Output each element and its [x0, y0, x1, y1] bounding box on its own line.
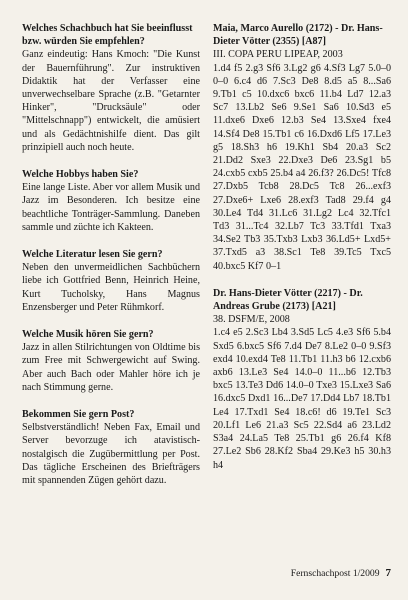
interview-answer: Jazz in allen Stilrichtungen von Oldtime bis zum Free mit Schwergewicht auf Swing. Aber auch Bach oder Mahler höre ich je nach Stimmung gerne. [22, 342, 200, 393]
interview-question: Welche Musik hören Sie gern? [22, 329, 154, 341]
interview-question: Bekommen Sie gern Post? [22, 409, 135, 421]
interview-column [22, 22, 200, 501]
game-header: Maia, Marco Aurello (2172) - Dr. Hans-Dieter Vötter (2355) [A87] [213, 23, 383, 48]
page-footer [266, 567, 391, 579]
game-header: Dr. Hans-Dieter Vötter (2217) - Dr. Andreas Grube (2173) [A21] [213, 287, 363, 313]
game-moves: 1.d4 f5 2.g3 Sf6 3.Lg2 g6 4.Sf3 Lg7 5.0–0 0–0 6.c4 d6 7.Sc3 De8 8.d5 a5 8...Sa6 9.Tb1 c5 10.dxc6 bxc6 11.b4 Ld7 12.a3 Sc7 13.Lb2 Se6 9.Se1 Sa6 10.Sd3 e5 11.dxe6 Dxe6 12.b3 Se4 13.Sxe4 fxe4 14.Sf4 De8 15.Tb1 c6 16.Dxd6 Lf5 17.Le3 g5 18.Sh3 h6 19.Kh1 Sb4 20.a3 Sc2 21.Dd2 Sxe3 22.Dxe3 De6 23.Sg1 b5 24.cxb5 cxb5 25.b4 a4 26.f3? 26.Dc5! Tfc8 27.Dxb5 Tcb8 28.Dc5 Tc8 26...exf3 27.Dxe6+ Lxe6 28.exf3 Tad8 29.f4 g4 30.Le4 Td4 31.Lc6 31.Lg2 Lc4 32.Tfc1 Td3 31...Tc4 32.Lb7 Tc3 33.Tfd1 Txa3 34.Se2 Tb3 35.Txb3 Lxb3 36.Ld5+ Lxd5+ 37.Txd5 a3 38.Sc1 Te8 39.Tc5 Txc5 40.bxc5 Kf7 0–1 [213, 62, 391, 272]
game-event: 38. DSFM/E, 2008 [213, 314, 290, 326]
interview-question: Welche Literatur lesen Sie gern? [22, 249, 163, 261]
interview-question: Welches Schachbuch hat Sie beeinflusst bzw. würden Sie empfehlen? [22, 23, 193, 48]
game-event: III. COPA PERU LIPEAP, 2003 [213, 49, 343, 61]
interview-question: Welche Hobbys haben Sie? [22, 169, 139, 181]
interview-answer: Neben den unvermeidlichen Sachbüchern liebe ich Gottfried Benn, Heinrich Heine, Kurt Tucholsky, Hans Magnus Enzensberger und Peter Rühmkorf. [22, 262, 200, 313]
interview-answer: Ganz eindeutig: Hans Kmoch: "Die Kunst der Bauernführung". Zur instruktiven Didaktik hat der Verfasser eine unverwechselbare Sprache (z.B. "Getarnter Hinker", "Drucksäule" oder "Mittelschnapp") entwickelt, die amüsiert und als Gedächtnishilfe dient. Das gilt prinzipiell auch noch heute. [22, 49, 200, 153]
interview-answer: Selbstverständlich! Neben Fax, Email und Server bevorzuge ich atavistisch-nostalgisch die Zugübermittlung per Post. Das tägliche Erscheinen des Briefträgers mit spannenden Zügen gehört dazu. [22, 422, 200, 487]
game-moves: 1.c4 e5 2.Sc3 Lb4 3.Sd5 Lc5 4.e3 Sf6 5.b4 Sxd5 6.bxc5 Sf6 7.d4 De7 8.Le2 0–0 9.Sf3 exd4 10.exd4 Te8 11.Tb1 11.h3 b6 12.cxb6 axb6 13.Le3 Se4 14.0–0 11...b6 12.Tb3 bxc5 13.Te3 Dd6 14.0–0 Txe3 15.Lxe3 Sa6 16.dxc5 Dxd1 16...De7 17.Dd4 Lb7 18.Tb1 Le4 17.Txd1 Se4 18.c6! d6 19.Te1 Sc3 20.Lf1 Le6 21.a3 Sc5 22.Sd4 a6 23.Ld2 S3a4 24.La5 Te8 25.Tb1 g6 26.f4 Kf8 27.Le2 Sb6 28.Kf2 Sba4 29.Ke3 h5 30.h3 h4 [213, 327, 391, 471]
page-number: 7 [385, 567, 391, 579]
publication-name: Fernschachpost 1/2009 [290, 568, 380, 579]
games-column [213, 22, 391, 486]
interview-answer: Eine lange Liste. Aber vor allem Musik und Jazz im Besonderen. Ich besitze eine beachtliche Tonträger-Sammlung. Daneben sammle und züchte ich Kakteen. [22, 182, 200, 233]
